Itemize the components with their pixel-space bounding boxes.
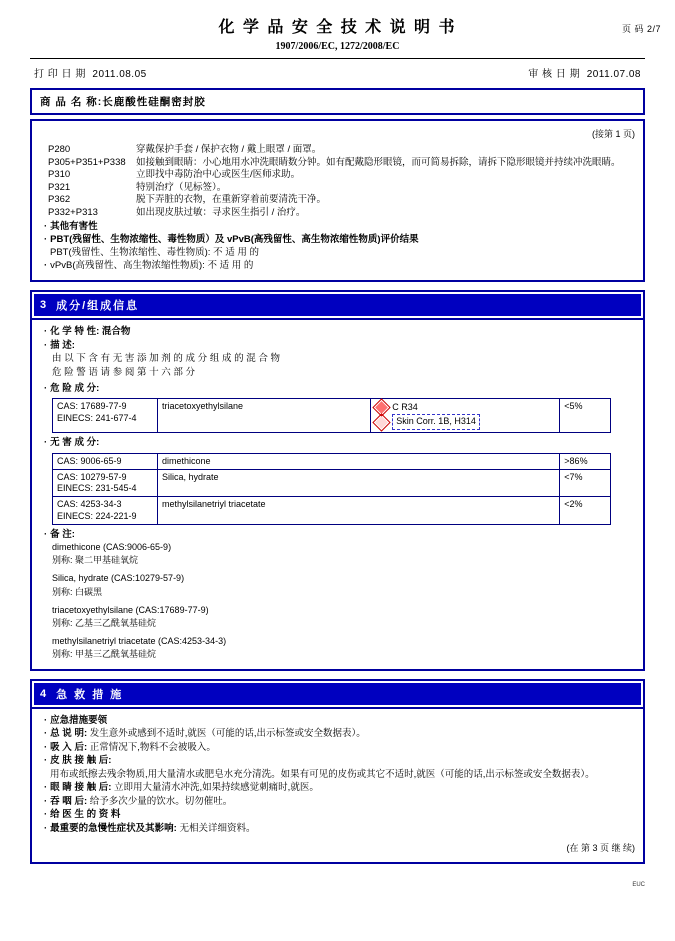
hazard-line — [375, 401, 555, 414]
description-line-2: 危 险 警 语 请 参 阅 第 十 六 部 分 — [52, 366, 196, 378]
chemical-characteristics: · 化 学 特 性: 混合物 — [44, 325, 635, 338]
page-subtitle: 1907/2006/EC, 1272/2008/EC — [275, 41, 400, 52]
substance-name: methylsilanetriyl triacetate — [158, 497, 560, 525]
precaution-row — [48, 157, 635, 170]
page-number: 页 码 2/7 — [621, 24, 661, 34]
percentage: <7% — [560, 469, 611, 497]
cas-cell — [53, 497, 158, 525]
harmless-ingredients-table — [52, 453, 611, 525]
section-3-number: 3 — [40, 299, 49, 312]
table-row — [53, 469, 611, 497]
precaution-code: P321 — [48, 181, 71, 193]
description-label: · 描 述: — [44, 339, 635, 352]
remark-line: dimethicone (CAS:9006-65-9) — [52, 542, 172, 553]
precaution-code: P310 — [48, 169, 71, 181]
hazard-code-1: C R34 — [392, 402, 418, 413]
hazard-line — [375, 414, 555, 430]
cas-number: CAS: 4253-34-3 — [57, 499, 122, 510]
percentage: <5% — [560, 399, 611, 433]
remark-line: Silica, hydrate (CAS:10279-57-9) — [52, 573, 185, 584]
first-aid-item: · 眼 睛 接 触 后: 立即用大量清水冲洗,如果持续感觉刺痛时,就医。 — [44, 781, 635, 794]
table-row — [53, 453, 611, 469]
precaution-code: P362 — [48, 194, 71, 206]
footer-code: EUC — [632, 882, 645, 888]
precaution-row — [48, 207, 635, 220]
einecs-number: EINECS: 224-221-9 — [57, 510, 137, 521]
precaution-code: P280 — [48, 144, 71, 155]
skin-corrosion-pictogram-icon — [373, 413, 391, 431]
precaution-row — [48, 194, 635, 207]
first-aid-detail: 用布或纸擦去残余物质,用大量清水或肥皂水充分清洗。如果有可见的皮伤或其它不适时,就医（可能的话,出示标签或安全数据表）。 — [50, 768, 595, 780]
precaution-row — [48, 182, 635, 195]
harmless-ingredients-label: · 无 害 成 分: — [44, 436, 635, 449]
first-aid-item: · 吞 咽 后: 给予多次少量的饮水。切勿催吐。 — [44, 795, 635, 808]
first-aid-item: · 皮 肤 接 触 后: — [44, 754, 635, 767]
remark-line: 别称: 甲基三乙酰氧基硅烷 — [52, 648, 157, 659]
first-aid-item: · 最重要的急慢性症状及其影响: 无相关详细资料。 — [44, 822, 635, 835]
einecs-number: EINECS: 241-677-4 — [57, 412, 137, 423]
description-line-1: 由 以 下 含 有 无 害 添 加 剂 的 成 分 组 成 的 混 合 物 — [52, 353, 281, 365]
cas-number: CAS: 9006-65-9 — [57, 455, 122, 466]
product-name-box — [30, 88, 645, 115]
review-date: 审 核 日 期 2011.07.08 — [528, 69, 641, 80]
precaution-text: 穿戴保护手套 / 保护衣物 / 戴上眼罩 / 面罩。 — [136, 144, 322, 155]
other-hazards-title: · 其他有害性 — [44, 221, 635, 234]
hazardous-ingredients-label: · 危 险 成 分: — [44, 382, 635, 395]
table-row — [53, 399, 611, 433]
vpvb-line: · vPvB(高残留性、高生物浓缩性物质): 不 适 用 的 — [44, 260, 635, 273]
section-3-title: 成分/组成信息 — [56, 300, 140, 313]
header-divider — [30, 58, 645, 59]
cas-number: CAS: 17689-77-9 — [57, 401, 127, 412]
remark-line: 别称: 白碳黑 — [52, 586, 103, 597]
section-3-header — [30, 290, 645, 320]
hazardous-ingredients-table — [52, 398, 611, 433]
precaution-row — [48, 169, 635, 182]
precaution-text: 如出现皮肤过敏：寻求医生指引 / 治疗。 — [136, 206, 306, 218]
pbt-line: PBT(残留性、生物浓缩性、毒性物质): 不 适 用 的 — [50, 246, 260, 258]
precaution-text: 特别治疗（见标签）。 — [136, 181, 227, 193]
percentage: >86% — [560, 453, 611, 469]
product-name-value: 长鹿酸性硅酮密封胶 — [102, 96, 206, 108]
precaution-text: 脱下弄脏的衣物，在重新穿着前要清洗干净。 — [136, 194, 327, 206]
cas-number: CAS: 10279-57-9 — [57, 471, 127, 482]
first-aid-item: · 应急措施要领 — [44, 714, 635, 727]
remark-list — [52, 541, 635, 660]
substance-name: dimethicone — [158, 453, 560, 469]
section-4-header — [30, 679, 645, 709]
remark-line: 别称: 聚二甲基硅氧烷 — [52, 555, 139, 566]
section-3-body — [30, 320, 645, 670]
first-aid-item: · 给 医 生 的 资 料 — [44, 808, 635, 821]
percentage: <2% — [560, 497, 611, 525]
first-aid-item: · 吸 入 后: 正常情况下,物料不会被吸入。 — [44, 741, 635, 754]
precautionary-statements-box — [30, 119, 645, 282]
table-row — [53, 497, 611, 525]
continued-from-label: (接第 1 页) — [591, 129, 635, 139]
section-4-title: 急 救 措 施 — [56, 688, 124, 701]
einecs-number: EINECS: 231-545-4 — [57, 483, 137, 494]
substance-name: Silica, hydrate — [158, 469, 560, 497]
remark-label: · 备 注: — [44, 528, 635, 541]
print-date: 打 印 日 期 2011.08.05 — [34, 69, 147, 80]
substance-name: triacetoxyethylsilane — [158, 399, 371, 433]
page-title: 化 学 品 安 全 技 术 说 明 书 — [218, 19, 457, 36]
hazard-cell — [371, 399, 560, 433]
section-4-number: 4 — [40, 687, 49, 700]
cas-cell — [53, 469, 158, 497]
cas-cell — [53, 453, 158, 469]
precaution-code: P332+P313 — [48, 206, 98, 218]
first-aid-item: · 总 说 明: 发生意外或感到不适时,就医（可能的话,出示标签或安全数据表）。 — [44, 727, 635, 740]
section-4-body — [30, 709, 645, 864]
precaution-text: 如接触到眼睛：小心地用水冲洗眼睛数分钟。如有配戴隐形眼镜，而可简易拆除，请拆下隐形眼镜并持续冲洗眼睛。 — [136, 156, 621, 168]
remark-line: triacetoxyethylsilane (CAS:17689-77-9) — [52, 604, 209, 615]
cas-cell — [53, 399, 158, 433]
remark-line: 别称: 乙基三乙酰氧基硅烷 — [52, 617, 157, 628]
precaution-row — [48, 144, 635, 157]
precaution-code: P305+P351+P338 — [48, 156, 126, 168]
precaution-text: 立即找中毒防治中心或医生/医师求助。 — [136, 169, 301, 181]
product-name-label: 商 品 名 称: — [40, 96, 103, 108]
continued-to-label: (在 第 3 页 继 续) — [566, 843, 635, 854]
document-meta — [34, 65, 641, 80]
pbt-result-line: · PBT(残留性、生物浓缩性、毒性物质）及 vPvB(高残留性、高生物浓缩性物质)评价结果 — [44, 234, 635, 247]
remark-line: methylsilanetriyl triacetate (CAS:4253-34-3) — [52, 635, 227, 646]
document-page — [0, 14, 675, 941]
hazard-code-2: Skin Corr. 1B, H314 — [392, 414, 480, 430]
